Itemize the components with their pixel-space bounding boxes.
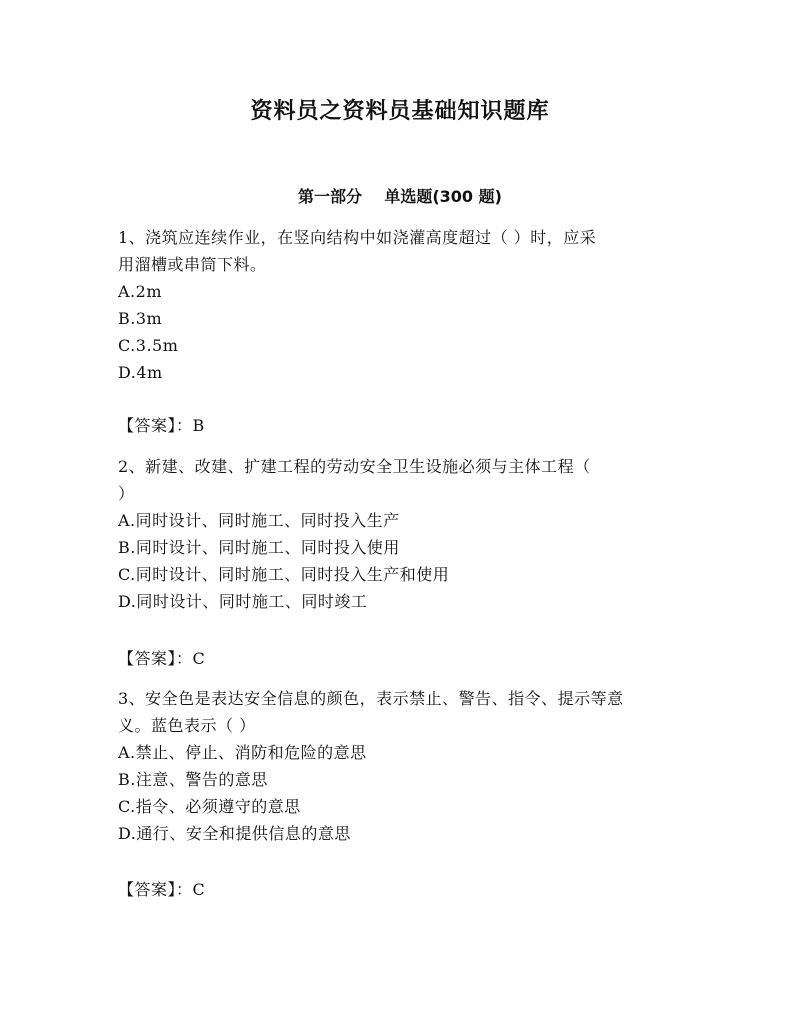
question-2-option-a: A.同时设计、同时施工、同时投入生产 [118,511,400,530]
question-1-stem-line-1: 1、浇筑应连续作业，在竖向结构中如浇灌高度超过（ ）时，应采 [118,228,597,247]
question-2-stem-line-2: ） [118,484,135,503]
question-3-answer: 【答案】：C [118,880,206,899]
question-3-option-a: A.禁止、停止、消防和危险的意思 [118,743,367,762]
question-2-option-d: D.同时设计、同时施工、同时竣工 [118,592,368,611]
question-1-option-a: A.2m [118,282,162,301]
question-1-option-d: D.4m [118,363,163,382]
question-1-stem-line-2: 用溜槽或串筒下料。 [118,255,267,274]
question-3-option-d: D.通行、安全和提供信息的意思 [118,824,351,843]
section-title: 第一部分 单选题(300 题) [298,187,502,206]
question-2-stem-line-1: 2、新建、改建、扩建工程的劳动安全卫生设施必须与主体工程（ [118,457,591,476]
question-1-answer: 【答案】：B [118,416,205,435]
document-title: 资料员之资料员基础知识题库 [250,99,550,124]
question-3-option-b: B.注意、警告的意思 [118,770,268,789]
question-3-option-c: C.指令、必须遵守的意思 [118,797,301,816]
question-3-stem-line-1: 3、安全色是表达安全信息的颜色，表示禁止、警告、指令、提示等意 [118,689,624,708]
question-3-stem-line-2: 义。蓝色表示（ ） [118,716,256,735]
question-2-option-b: B.同时设计、同时施工、同时投入使用 [118,538,400,557]
question-2-answer: 【答案】：C [118,649,206,668]
question-1-option-c: C.3.5m [118,336,179,355]
question-1-option-b: B.3m [118,309,163,328]
question-2-option-c: C.同时设计、同时施工、同时投入生产和使用 [118,565,450,584]
